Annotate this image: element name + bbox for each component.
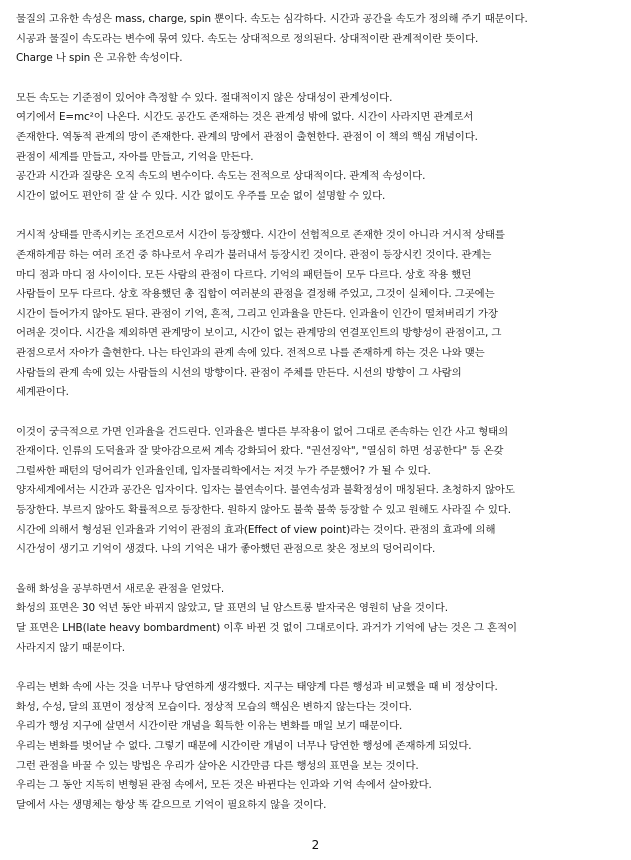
text-line: 그럴싸한 패턴의 덩어리가 인과율인데, 입자물리학에서는 저것 누가 주문했어? 가 될 수 있다. bbox=[16, 464, 431, 477]
text-line: 그런 관점을 바꿀 수 있는 방법은 우리가 살아온 시간만큼 다른 행성의 표면을 보는 것이다. bbox=[16, 759, 419, 772]
body-text bbox=[16, 10, 620, 835]
text-line: 시간성이 생기고 기억이 생겼다. 나의 기억은 내가 좋아했던 관점으로 찾은 정보의 덩어리이다. bbox=[16, 543, 436, 556]
page-number: 2 bbox=[311, 838, 320, 852]
text-line: 올해 화성을 공부하면서 새로운 관점을 얻었다. bbox=[16, 582, 225, 595]
paragraph-6 bbox=[16, 678, 620, 815]
text-line: 우리는 그 동안 지독히 변형된 관점 속에서, 모든 것은 바뀐다는 인과와 기억 속에서 살아왔다. bbox=[16, 779, 432, 792]
text-line: 잔재이다. 인류의 도덕율과 잘 맞아감으로써 계속 강화되어 왔다. "권선징악", "열심히 하면 성공한다" 등 온갖 bbox=[16, 445, 504, 458]
text-line: 시간이 들어가지 않아도 된다. 관점이 기억, 흔적, 그리고 인과율을 만든다. 인과율이 인간이 떨쳐버리기 가장 bbox=[16, 307, 498, 320]
text-line: 관점이 세계를 만들고, 자아를 만들고, 기억을 만든다. bbox=[16, 150, 254, 163]
paragraph-3 bbox=[16, 226, 620, 402]
text-line: 우리가 행성 지구에 살면서 시간이란 개념을 획득한 이유는 변화를 매일 보기 때문이다. bbox=[16, 720, 403, 733]
text-line: 화성의 표면은 30 억년 동안 바뀌지 않았고, 달 표면의 닐 암스트롱 발자국은 영원히 남을 것이다. bbox=[16, 602, 448, 615]
text-line: 이것이 궁극적으로 가면 인과율을 건드린다. 인과율은 별다른 부작용이 없어 그대로 존속하는 인간 사고 형태의 bbox=[16, 425, 509, 438]
paragraph-4 bbox=[16, 423, 620, 560]
text-line: 존재한다. 역동적 관계의 망이 존재한다. 관계의 망에서 관점이 출현한다. 관점이 이 책의 핵심 개념이다. bbox=[16, 130, 478, 143]
text-line: 시간에 의해서 형성된 인과율과 기억이 관점의 효과(Effect of view point)라는 것이다. 관점의 효과에 의해 bbox=[16, 523, 496, 536]
text-line: 사라지지 않기 때문이다. bbox=[16, 641, 125, 654]
text-line: 양자세계에서는 시간과 공간은 입자이다. 입자는 불연속이다. 불연속성과 불확정성이 매칭된다. 초청하지 않아도 bbox=[16, 484, 515, 497]
text-line: 시공과 물질이 속도라는 변수에 묶여 있다. 속도는 상대적으로 정의된다. 상대적이란 관계적이란 뜻이다. bbox=[16, 32, 479, 45]
text-line: 공간과 시간과 질량은 오직 속도의 변수이다. 속도는 전적으로 상대적이다. 관계적 속성이다. bbox=[16, 170, 426, 183]
text-line: 사람들이 모두 다르다. 상호 작용했던 총 집합이 여러분의 관점을 결정해 주었고, 그것이 실체이다. 그곳에는 bbox=[16, 288, 495, 301]
text-line: 어려운 것이다. 시간을 제외하면 관계망이 보이고, 시간이 없는 관계망의 연결포인트의 방향성이 관점이고, 그 bbox=[16, 327, 502, 340]
text-line: 달에서 사는 생명체는 항상 똑 같으므로 기억이 필요하지 않을 것이다. bbox=[16, 798, 327, 811]
text-line: 시간이 없어도 편안히 잘 살 수 있다. 시간 없이도 우주를 모순 없이 설명할 수 있다. bbox=[16, 189, 386, 202]
text-line: 마디 점과 마디 점 사이이다. 모든 사람의 관점이 다르다. 기억의 패턴들이 모두 다르다. 상호 작용 했던 bbox=[16, 268, 472, 281]
text-line: 거시적 상태를 만족시키는 조건으로서 시간이 등장했다. 시간이 선험적으로 존재한 것이 아니라 거시적 상태를 bbox=[16, 229, 505, 242]
paragraph-2 bbox=[16, 89, 620, 207]
text-line: Charge 나 spin 은 고유한 속성이다. bbox=[16, 52, 183, 65]
text-line: 우리는 변화를 벗어날 수 없다. 그렇기 때문에 시간이란 개념이 너무나 당연한 행성에 존재하게 되었다. bbox=[16, 740, 472, 752]
text-line: 존재하게끔 하는 여러 조건 중 하나로서 우리가 불러내서 등장시킨 것이다. 관점이 등장시킨 것이다. 관계는 bbox=[16, 248, 492, 261]
paragraph-1 bbox=[16, 10, 620, 69]
text-line: 세계관이다. bbox=[16, 386, 69, 399]
paragraph-5 bbox=[16, 580, 620, 658]
text-line: 사람들의 관계 속에 있는 사람들의 시선의 방향이다. 관점이 주체를 만든다. 시선의 방향이 그 사람의 bbox=[16, 366, 462, 379]
text-line: 모든 속도는 기준점이 있어야 측정할 수 있다. 절대적이지 않은 상대성이 관계성이다. bbox=[16, 91, 393, 104]
text-line: 등장한다. 부르지 않아도 확률적으로 등장한다. 원하지 않아도 불쑥 불쑥 등장할 수 있고 원해도 사라질 수 있다. bbox=[16, 504, 511, 517]
text-line: 우리는 변화 속에 사는 것을 너무나 당연하게 생각했다. 지구는 태양계 다른 행성과 비교했을 때 비 정상이다. bbox=[16, 681, 498, 694]
text-line: 여기에서 E=mc²이 나온다. 시간도 공간도 존재하는 것은 관계성 밖에 없다. 시간이 사라지면 관계로서 bbox=[16, 111, 474, 124]
text-line: 관점으로서 자아가 출현한다. 나는 타인과의 관계 속에 있다. 전적으로 나를 존재하게 하는 것은 나와 맺는 bbox=[16, 346, 485, 359]
text-line: 화성, 수성, 달의 표면이 정상적 모습이다. 정상적 모습의 핵심은 변하지 않는다는 것이다. bbox=[16, 700, 412, 713]
text-line: 달 표면은 LHB(late heavy bombardment) 이후 바뀐 것 없이 그대로이다. 과거가 기억에 남는 것은 그 흔적이 bbox=[16, 622, 517, 635]
text-line: 물질의 고유한 속성은 mass, charge, spin 뿐이다. 속도는 심각하다. 시간과 공간을 속도가 정의해 주기 때문이다. bbox=[16, 13, 528, 25]
